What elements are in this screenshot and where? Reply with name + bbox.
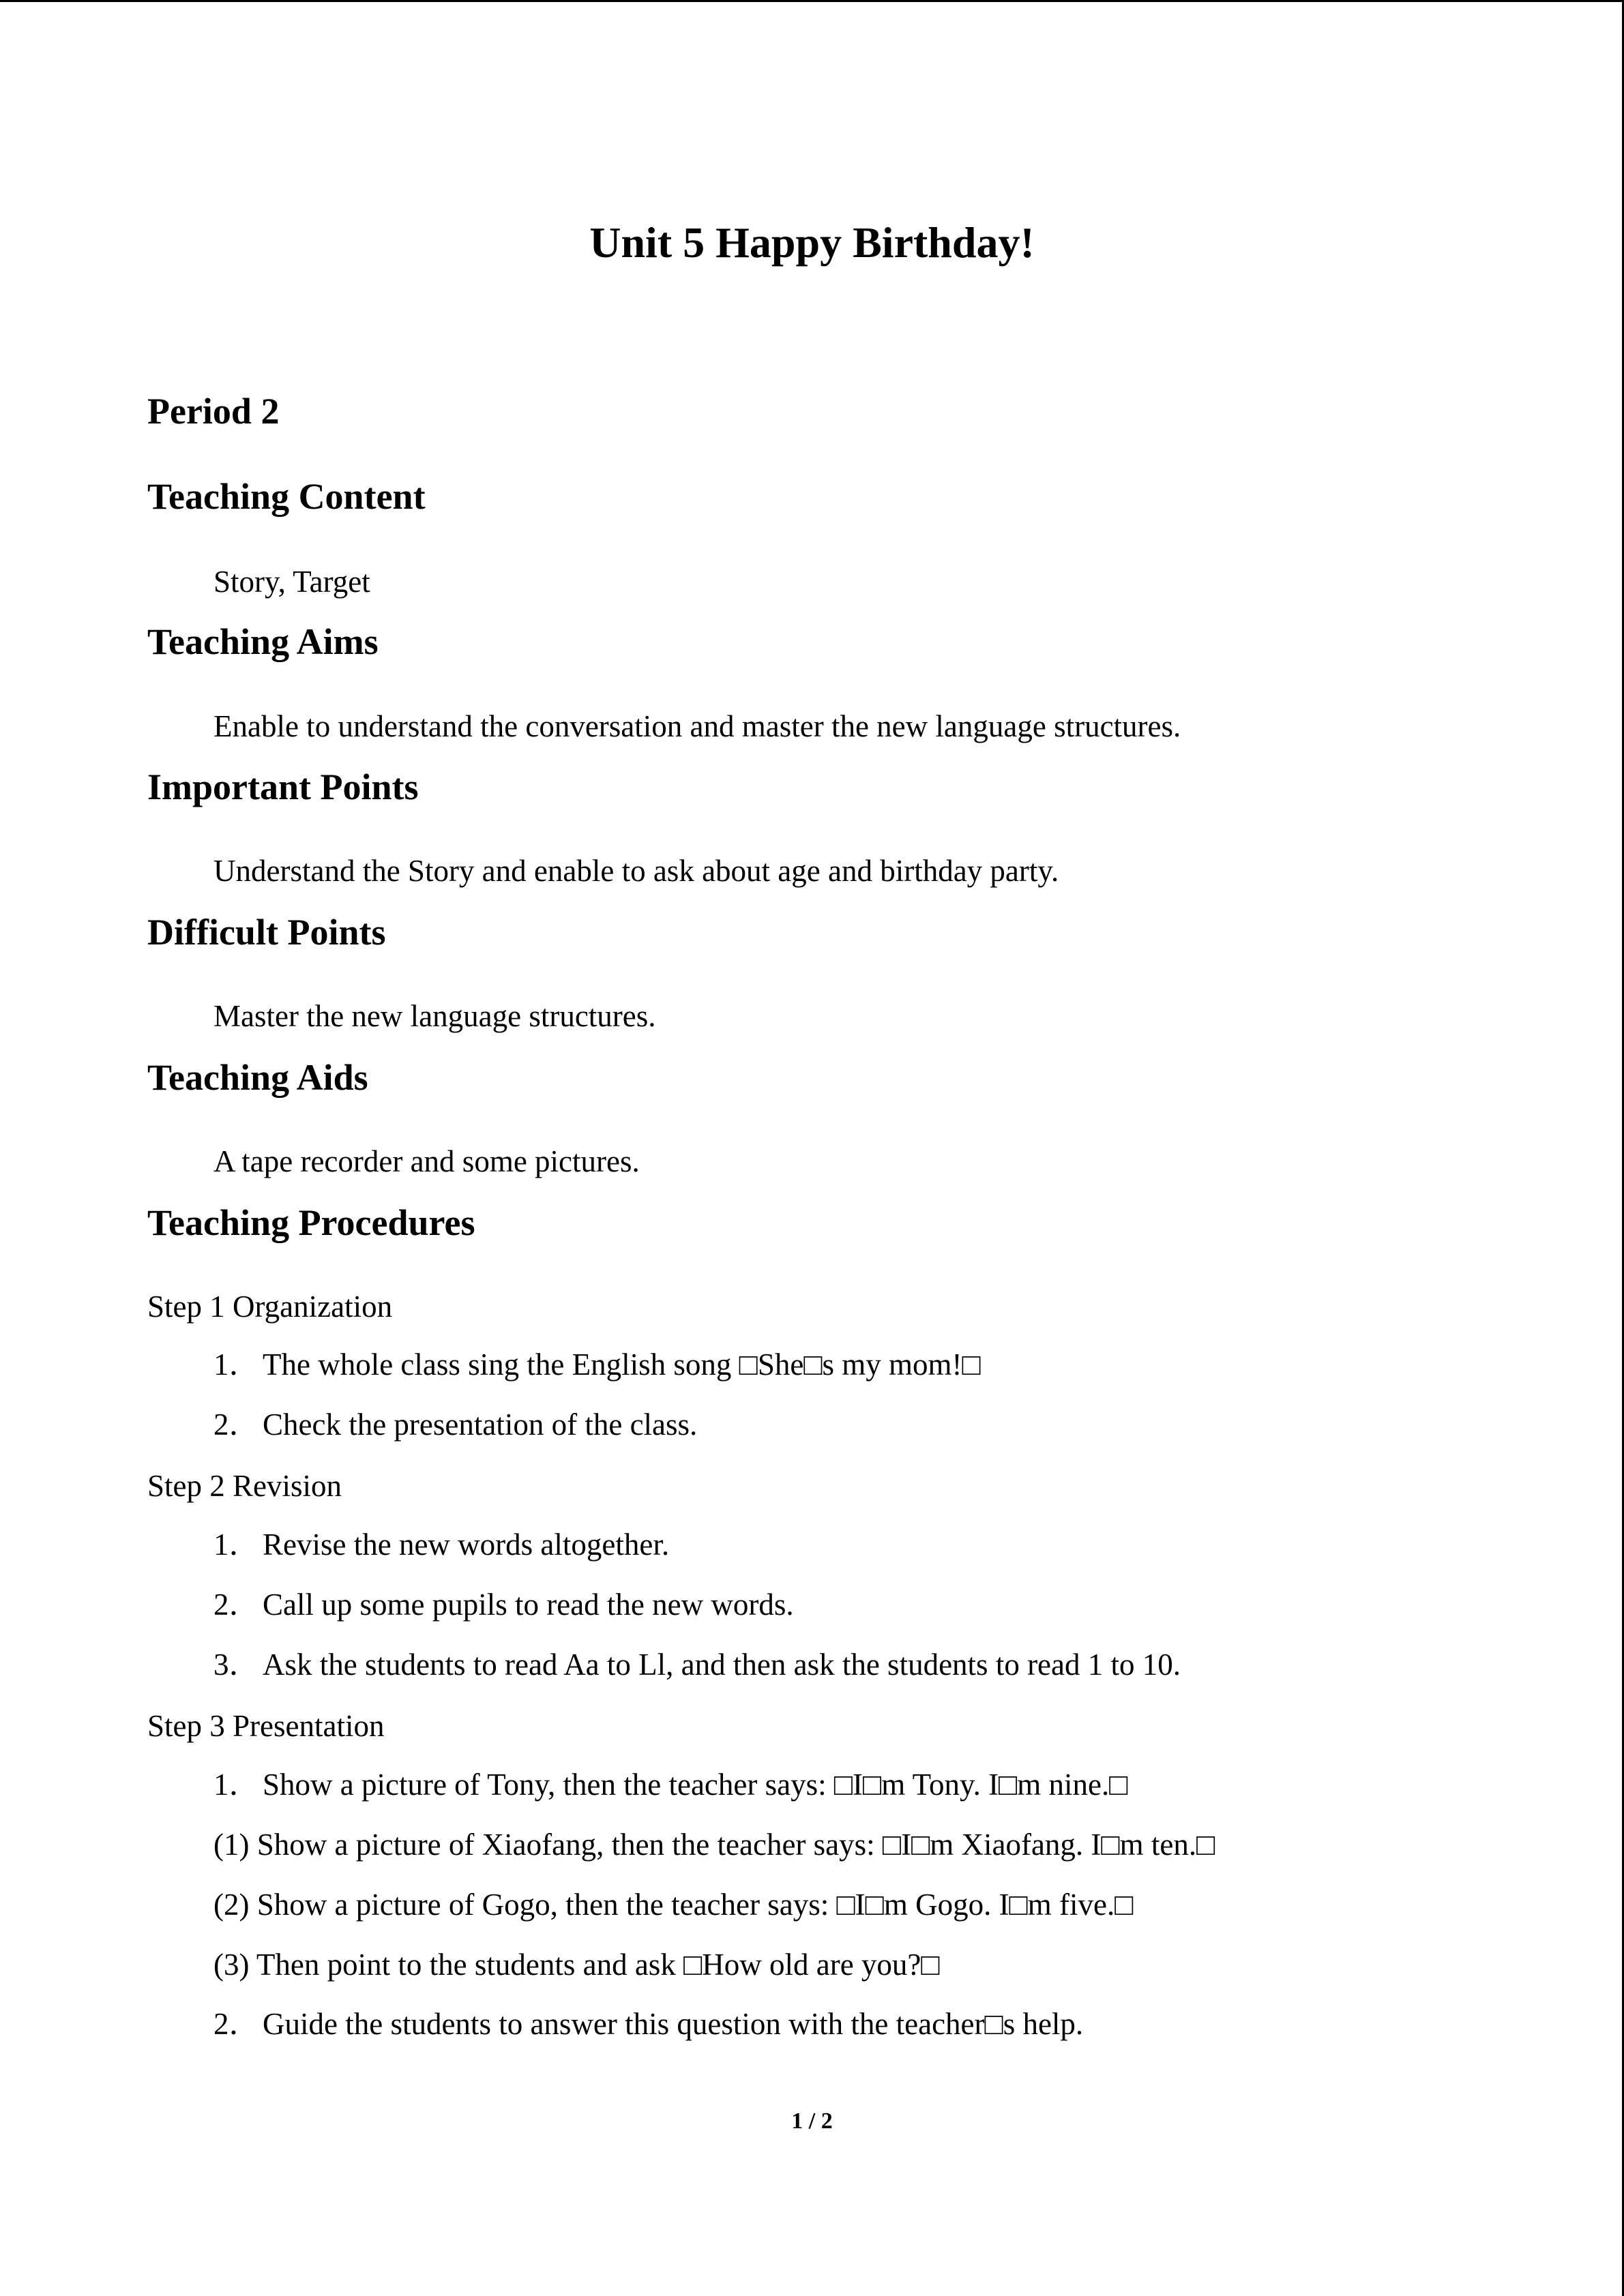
list-item-number: 3．	[213, 1648, 260, 1682]
list-item	[213, 1524, 669, 1565]
teaching-content-text: Story, Target	[213, 565, 370, 599]
teaching-aids-heading: Teaching Aids	[147, 1057, 368, 1098]
step-2-label: Step 2 Revision	[147, 1469, 342, 1503]
important-points-text: Understand the Story and enable to ask about age and birthday party.	[213, 854, 1059, 888]
list-item-number: 2．	[213, 1587, 260, 1622]
list-item-text: Check the presentation of the class.	[263, 1407, 698, 1442]
list-item-number: 2．	[213, 1407, 260, 1442]
list-item-number: 1．	[213, 1527, 260, 1562]
difficult-points-heading: Difficult Points	[147, 912, 386, 953]
list-item-number: 1．	[213, 1347, 260, 1382]
list-item-text: (2) Show a picture of Gogo, then the teacher says: □I□m Gogo. I□m five.□	[213, 1888, 1134, 1922]
list-item	[213, 2003, 1083, 2044]
list-item	[213, 1764, 1127, 1805]
list-item	[213, 1944, 940, 1985]
list-item-text: (3) Then point to the students and ask □How old are you?□	[213, 1948, 940, 1982]
step-1-label: Step 1 Organization	[147, 1289, 393, 1324]
step-3-label: Step 3 Presentation	[147, 1709, 385, 1743]
teaching-aids-text: A tape recorder and some pictures.	[213, 1144, 640, 1178]
list-item-text: The whole class sing the English song □She□s my mom!□	[263, 1347, 981, 1382]
important-points-heading: Important Points	[147, 766, 419, 807]
list-item-number: 1．	[213, 1768, 260, 1802]
period-heading: Period 2	[147, 391, 280, 432]
page-number: 1 / 2	[791, 2108, 833, 2134]
list-item-text: Ask the students to read Aa to Ll, and then ask the students to read 1 to 10.	[263, 1648, 1181, 1682]
list-item-number: 2．	[213, 2007, 260, 2041]
difficult-points-text: Master the new language structures.	[213, 999, 656, 1033]
list-item	[213, 1644, 1181, 1685]
list-item-text: Show a picture of Tony, then the teacher says: □I□m Tony. I□m nine.□	[263, 1768, 1128, 1802]
list-item-text: Guide the students to answer this question with the teacher□s help.	[263, 2007, 1084, 2041]
list-item-text: (1) Show a picture of Xiaofang, then the teacher says: □I□m Xiaofang. I□m ten.□	[213, 1828, 1215, 1862]
list-item	[213, 1884, 1133, 1925]
teaching-aims-text: Enable to understand the conversation and master the new language structures.	[213, 709, 1181, 743]
teaching-procedures-heading: Teaching Procedures	[147, 1202, 475, 1243]
list-item	[213, 1824, 1215, 1865]
list-item-text: Call up some pupils to read the new words.	[263, 1587, 794, 1622]
list-item	[213, 1584, 794, 1625]
document-title: Unit 5 Happy Birthday!	[589, 218, 1035, 267]
list-item	[213, 1404, 697, 1445]
list-item-text: Revise the new words altogether.	[263, 1527, 670, 1562]
teaching-aims-heading: Teaching Aims	[147, 621, 379, 662]
list-item	[213, 1344, 981, 1385]
teaching-content-heading: Teaching Content	[147, 476, 426, 517]
